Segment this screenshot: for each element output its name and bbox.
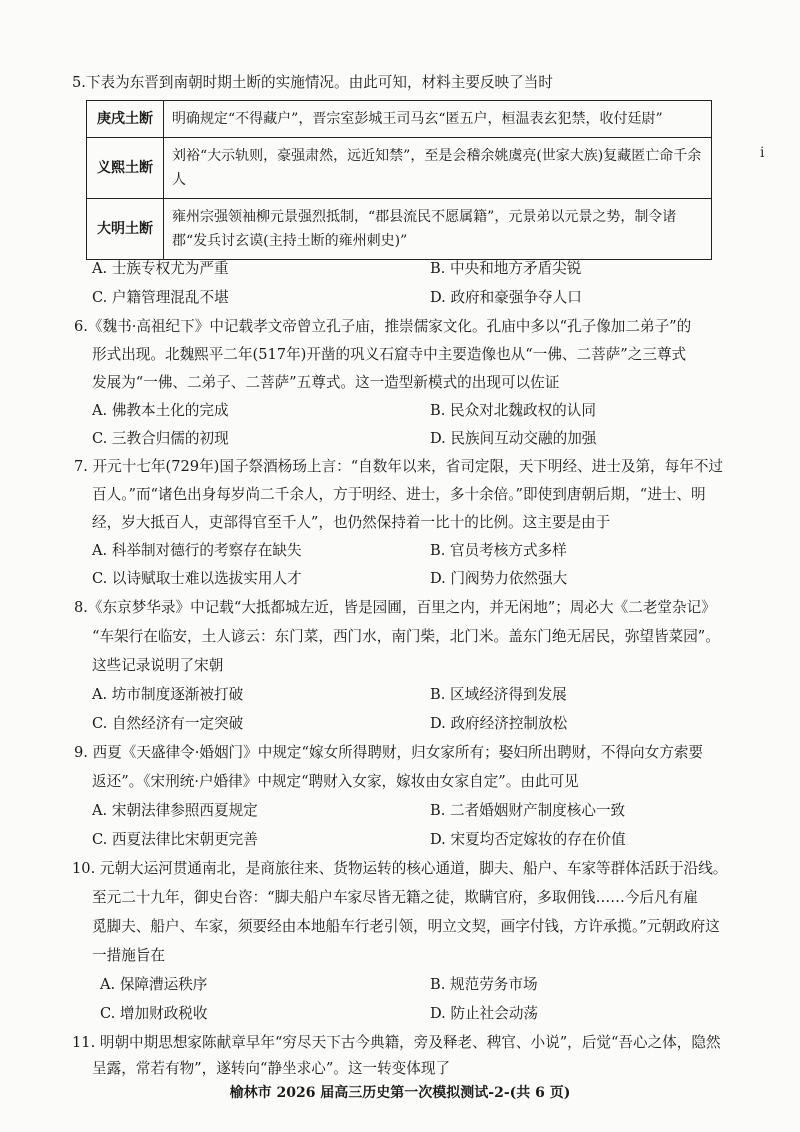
page-footer: 榆林市 2026 届高三历史第一次模拟测试-2-(共 6 页) <box>229 1085 571 1101</box>
q10-stem-line: 一措施旨在 <box>92 947 165 964</box>
q10-stem-line: 觅脚夫、船户、车家，须要经由本地船车行老引领，明立文契，画字付钱，方许承揽。”元朝政府这 <box>92 918 720 935</box>
q7-option-b: B. 官员考核方式多样 <box>430 542 567 559</box>
q7-option-c: C. 以诗赋取士难以选拔实用人才 <box>92 570 302 587</box>
q6-option-a: A. 佛教本土化的完成 <box>92 402 229 419</box>
q9-stem-line: 9. 西夏《天盛律令·婚姻门》中规定“嫁女所得聘财，归女家所有；娶妇所出聘财，不得向女方索要 <box>74 744 704 761</box>
table-row <box>87 199 712 260</box>
q11-stem-line: 呈露，常若有物”，遂转向“静坐求心”。这一转变体现了 <box>92 1060 451 1077</box>
q5-option-c: C. 户籍管理混乱不堪 <box>92 289 229 306</box>
q9-option-a: A. 宋朝法律参照西夏规定 <box>92 802 258 819</box>
table-cell-value: 明确规定“不得藏户”，晋宗室彭城王司马玄“匿五户，桓温表玄犯禁，收付廷尉” <box>164 101 712 138</box>
q8-stem-line: 8.《东京梦华录》中记载“大抵都城左近，皆是园圃，百里之内，并无闲地”；周必大《二老堂杂记》 <box>74 599 716 616</box>
q7-stem-line: 百人。”而“诸色出身每岁尚二千余人，方于明经、进士，多十余倍。”即使到唐朝后期，“进士、明 <box>92 486 706 503</box>
q8-option-c: C. 自然经济有一定突破 <box>92 715 244 732</box>
q10-option-a: A. 保障漕运秩序 <box>100 976 208 993</box>
q8-stem-line: “车架行在临安，土人谚云：东门菜，西门水，南门柴，北门米。盖东门绝无居民，弥望皆菜园”。 <box>92 628 720 645</box>
q9-option-b: B. 二者婚姻财产制度核心一致 <box>430 802 626 819</box>
q10-option-b: B. 规范劳务市场 <box>430 976 538 993</box>
q6-stem-line: 6.《魏书·高祖纪下》中记载孝文帝曾立孔子庙，推崇儒家文化。孔庙中多以“孔子像加二弟子”的 <box>74 318 692 335</box>
q6-stem-line: 形式出现。北魏熙平二年(517年)开凿的巩义石窟寺中主要造像也从“一佛、二菩萨”之三尊式 <box>92 346 687 363</box>
q8-option-a: A. 坊市制度逐渐被打破 <box>92 686 244 703</box>
q6-option-d: D. 民族间互动交融的加强 <box>430 430 597 447</box>
table-row <box>87 101 712 138</box>
q5-policy-table <box>86 100 712 260</box>
q7-stem-line: 7. 开元十七年(729年)国子祭酒杨玚上言：“自数年以来，省司定限，天下明经、进士及第，每年不过 <box>74 458 724 475</box>
q7-stem-line: 经，岁大抵百人，吏部得官至千人”，也仍然保持着一比十的比例。这主要是由于 <box>92 514 611 531</box>
table-cell-key: 庚戌土断 <box>87 101 164 138</box>
q9-option-c: C. 西夏法律比宋朝更完善 <box>92 831 258 848</box>
table-cell-key: 大明土断 <box>87 199 164 260</box>
q5-option-b: B. 中央和地方矛盾尖锐 <box>430 260 582 277</box>
q7-option-d: D. 门阀势力依然强大 <box>430 570 568 587</box>
q5-stem: 5.下表为东晋到南朝时期土断的实施情况。由此可知，材料主要反映了当时 <box>72 74 553 91</box>
q6-option-c: C. 三教合归儒的初现 <box>92 430 229 447</box>
q6-stem-line: 发展为“一佛、二弟子、二菩萨”五尊式。这一造型新模式的出现可以佐证 <box>92 374 560 391</box>
q10-option-d: D. 防止社会动荡 <box>430 1005 539 1022</box>
q5-option-a: A. 士族专权尤为严重 <box>92 260 229 277</box>
q8-option-d: D. 政府经济控制放松 <box>430 715 568 732</box>
q11-stem-line: 11. 明朝中期思想家陈献章早年“穷尽天下古今典籍，旁及释老、稗官、小说”，后觉“吾心之体，隐然 <box>72 1034 721 1051</box>
table-cell-value: 雍州宗强领袖柳元景强烈抵制，“郡县流民不愿属籍”，元景弟以元景之势，制令诸郡“发兵讨玄谟(主持土断的雍州刺史)” <box>164 199 712 260</box>
q10-stem-line: 10. 元朝大运河贯通南北，是商旅往来、货物运转的核心通道，脚夫、船户、车家等群体活跃于沿线。 <box>72 860 728 877</box>
table-cell-value: 刘裕“大示轨则，豪强肃然，远近知禁”，至是会稽余姚虞亮(世家大族)复藏匿亡命千余人 <box>164 138 712 199</box>
margin-mark: i <box>760 145 765 161</box>
q5-option-d: D. 政府和豪强争夺人口 <box>430 289 582 306</box>
q8-stem-line: 这些记录说明了宋朝 <box>92 657 224 674</box>
table-cell-key: 义熙土断 <box>87 138 164 199</box>
q9-option-d: D. 宋夏均否定嫁妆的存在价值 <box>430 831 626 848</box>
q9-stem-line: 返还”。《宋刑统·户婚律》中规定“聘财入女家，嫁妆由女家自定”。由此可见 <box>92 773 579 790</box>
q7-option-a: A. 科举制对德行的考察存在缺失 <box>92 542 302 559</box>
q10-option-c: C. 增加财政税收 <box>100 1005 208 1022</box>
q6-option-b: B. 民众对北魏政权的认同 <box>430 402 596 419</box>
q10-stem-line: 至元二十九年，御史台咨：“脚夫船户车家尽皆无籍之徒，欺瞒官府，多取佣钱……今后凡有雇 <box>92 889 698 906</box>
q8-option-b: B. 区域经济得到发展 <box>430 686 567 703</box>
table-row <box>87 138 712 199</box>
